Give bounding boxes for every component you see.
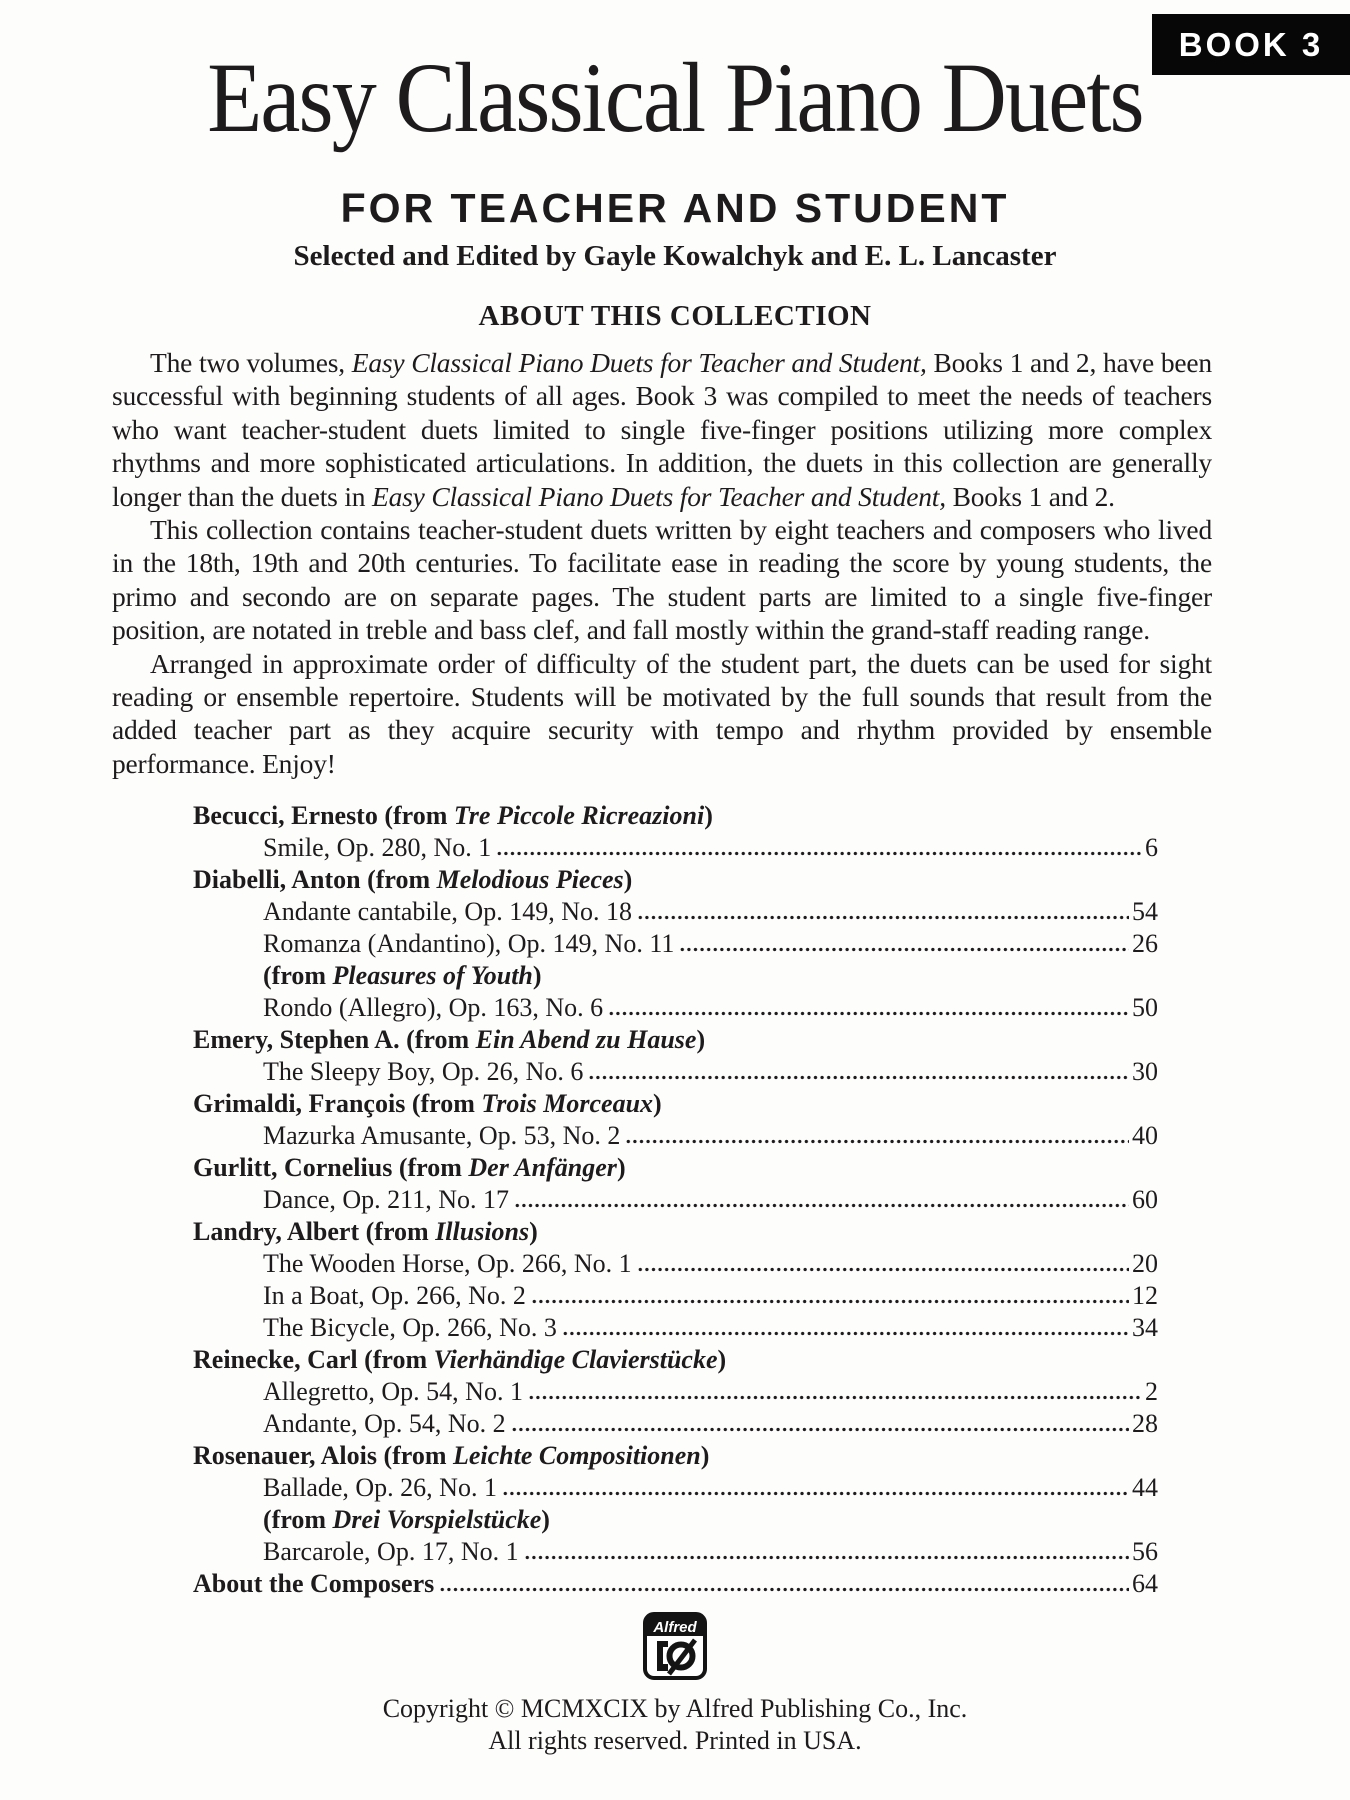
toc-composer-row	[193, 866, 1158, 893]
text-segment: (from	[263, 1505, 333, 1534]
dot-leader	[637, 1267, 1129, 1272]
toc-page-number: 50	[1132, 993, 1158, 1022]
text-segment: Tre Piccole Ricreazioni	[453, 801, 705, 830]
toc-entry-label	[263, 1282, 526, 1309]
text-segment: Der Anfänger	[468, 1153, 617, 1182]
text-segment: Romanza (Andantino), Op. 149, No. 11	[263, 929, 675, 958]
toc-entry-label	[193, 1570, 434, 1597]
text-segment: Pleasures of Youth	[332, 961, 533, 990]
toc-piece-row	[193, 1250, 1158, 1277]
text-segment: Easy Classical Piano Duets for Teacher and Student,	[372, 480, 946, 512]
toc-piece-row	[193, 1186, 1158, 1213]
text-segment: )	[623, 865, 633, 894]
toc-composer-row	[193, 1442, 1158, 1469]
text-segment: In a Boat, Op. 266, No. 2	[263, 1281, 526, 1310]
toc-entry-label	[263, 930, 674, 957]
toc-composer-row	[193, 1154, 1158, 1181]
toc-entry-label	[193, 1090, 662, 1117]
text-segment: Diabelli, Anton (from	[193, 865, 437, 894]
text-segment: Andante, Op. 54, No. 2	[263, 1409, 506, 1438]
text-segment: Becucci, Ernesto (from	[193, 801, 454, 830]
text-segment: Landry, Albert (from	[193, 1217, 436, 1246]
toc-entry-label	[263, 1474, 497, 1501]
toc-piece-row	[193, 1378, 1158, 1405]
toc-entry-label	[263, 1538, 519, 1565]
section-heading: ABOUT THIS COLLECTION	[478, 300, 872, 332]
dot-leader	[511, 1427, 1129, 1432]
toc-page-number: 40	[1132, 1121, 1158, 1150]
text-segment: )	[653, 1089, 662, 1118]
toc-entry-label	[263, 1506, 550, 1533]
toc-page-number: 20	[1132, 1249, 1158, 1278]
text-segment: )	[696, 1025, 706, 1054]
toc-piece-row	[193, 930, 1158, 957]
text-segment: Dance, Op. 211, No. 17	[263, 1185, 509, 1214]
text-segment: Drei Vorspielstücke	[332, 1505, 542, 1534]
toc-entry-label	[263, 1410, 506, 1437]
text-segment: Smile, Op. 280, No. 1	[263, 833, 492, 862]
text-segment: Grimaldi, François (from	[193, 1089, 482, 1118]
text-segment: )	[616, 1153, 626, 1182]
table-of-contents	[193, 797, 1158, 1597]
text-segment: About the Composers	[193, 1569, 435, 1598]
book-number-badge: BOOK 3	[1152, 14, 1350, 75]
dot-leader	[496, 851, 1142, 856]
text-segment: Gurlitt, Cornelius (from	[193, 1153, 469, 1182]
toc-piece-row	[193, 1122, 1158, 1149]
text-segment: Rondo (Allegro), Op. 163, No. 6	[263, 993, 604, 1022]
toc-piece-row	[193, 1538, 1158, 1565]
toc-entry-label	[263, 834, 491, 861]
about-text	[112, 346, 1212, 780]
dot-leader	[679, 947, 1129, 952]
toc-composer-row	[193, 802, 1158, 829]
text-segment: Books 1 and 2, have been successful with beginning students of all ages. Book 3 was compiled to meet the needs of teachers who want teacher-student duets limited to single five-finger positions utilizing more complex rhythms and more sophisticated articulations. In addition, the duets in this collection are generally longer than the duets in	[112, 347, 1212, 512]
byline: Selected and Edited by Gayle Kowalchyk and E. L. Lancaster	[293, 240, 1057, 272]
toc-composer-row	[193, 1090, 1158, 1117]
text-segment: Rosenauer, Alois (from	[193, 1441, 453, 1470]
toc-entry-label	[193, 866, 632, 893]
text-segment: Easy Classical Piano Duets for Teacher and Student,	[351, 347, 927, 378]
paragraph	[112, 513, 1212, 647]
dot-leader	[637, 915, 1129, 920]
toc-page-number: 2	[1145, 1377, 1158, 1406]
text-segment: Illusions	[435, 1217, 530, 1246]
toc-piece-row	[193, 834, 1158, 861]
rights-line: All rights reserved. Printed in USA.	[488, 1726, 862, 1755]
text-segment: )	[532, 961, 542, 990]
text-segment: Trois Morceaux	[481, 1089, 654, 1118]
dot-leader	[514, 1203, 1129, 1208]
dot-leader	[588, 1075, 1129, 1080]
alfred-clef-icon	[643, 1612, 707, 1680]
text-segment: )	[700, 1441, 710, 1470]
text-segment: Ballade, Op. 26, No. 1	[263, 1473, 497, 1502]
alfred-logo-text: Alfred	[653, 1619, 697, 1636]
text-segment: The Bicycle, Op. 266, No. 3	[263, 1313, 557, 1342]
text-segment: (from	[263, 961, 333, 990]
page-title: Easy Classical Piano Duets	[207, 42, 1143, 153]
text-segment: Andante cantabile, Op. 149, No. 18	[263, 897, 632, 926]
alfred-logo	[643, 1612, 707, 1685]
toc-page-number: 56	[1132, 1537, 1158, 1566]
toc-composer-row	[193, 1026, 1158, 1053]
toc-piece-row	[193, 1314, 1158, 1341]
dot-leader	[562, 1331, 1129, 1336]
toc-entry-label	[263, 1058, 583, 1085]
toc-composer-row	[193, 1218, 1158, 1245]
toc-entry-label	[263, 994, 603, 1021]
dot-leader	[439, 1587, 1129, 1592]
paragraph	[112, 346, 1212, 513]
toc-entry-label	[263, 1122, 620, 1149]
toc-page-number: 26	[1132, 929, 1158, 958]
toc-composer-row	[193, 1346, 1158, 1373]
toc-page-number: 6	[1145, 833, 1158, 862]
paragraph	[112, 647, 1212, 781]
toc-entry-label	[193, 1154, 626, 1181]
copyright-line: Copyright © MCMXCIX by Alfred Publishing Co., Inc.	[382, 1694, 968, 1723]
toc-page-number: 30	[1132, 1057, 1158, 1086]
toc-piece-row	[193, 1058, 1158, 1085]
text-segment: Vierhändige Clavierstücke	[433, 1345, 718, 1374]
text-segment: Ein Abend zu Hause	[475, 1025, 697, 1054]
toc-entry-label	[263, 1250, 632, 1277]
text-segment: Mazurka Amusante, Op. 53, No. 2	[263, 1121, 621, 1150]
dot-leader	[524, 1555, 1129, 1560]
toc-piece-row	[193, 1282, 1158, 1309]
text-segment: The two volumes,	[150, 347, 352, 378]
toc-entry-label	[193, 1346, 726, 1373]
toc-entry-label	[193, 1026, 705, 1053]
toc-piece-row	[193, 1410, 1158, 1437]
toc-entry-label	[263, 1314, 557, 1341]
toc-page-number: 44	[1132, 1473, 1158, 1502]
footer	[0, 1612, 1350, 1757]
text-segment: )	[529, 1217, 538, 1246]
toc-page-number: 64	[1132, 1569, 1158, 1598]
dot-leader	[528, 1395, 1142, 1400]
toc-page-number: 12	[1132, 1281, 1158, 1310]
text-segment: Reinecke, Carl (from	[193, 1345, 434, 1374]
toc-page-number: 60	[1132, 1185, 1158, 1214]
text-segment: This collection contains teacher-student duets written by eight teachers and composers who lived in the 18th, 19th and 20th centuries. To facilitate ease in reading the score by young students, the primo and secondo are on separate pages. The student parts are limited to a single five-finger position, are notated in treble and bass clef, and fall mostly within the grand-staff reading range.	[112, 514, 1212, 646]
dot-leader	[608, 1011, 1129, 1016]
text-segment: Arranged in approximate order of difficulty of the student part, the duets can be used for sight reading or ensemble repertoire. Students will be motivated by the full sounds that result from the added teacher part as they acquire security with tempo and rhythm provided by ensemble performance. Enjoy!	[112, 647, 1212, 779]
text-segment: Barcarole, Op. 17, No. 1	[263, 1537, 519, 1566]
dot-leader	[625, 1139, 1129, 1144]
text-segment: Leichte Compositionen	[453, 1441, 701, 1470]
text-segment: Melodious Pieces	[436, 865, 624, 894]
toc-entry-label	[263, 1186, 509, 1213]
text-segment: )	[704, 801, 713, 830]
toc-composer-row	[193, 1570, 1158, 1597]
toc-entry-label	[263, 962, 542, 989]
toc-piece-row	[193, 1506, 1158, 1533]
text-segment: The Wooden Horse, Op. 266, No. 1	[263, 1249, 632, 1278]
text-segment: Emery, Stephen A. (from	[193, 1025, 476, 1054]
text-segment: The Sleepy Boy, Op. 26, No. 6	[263, 1057, 584, 1086]
text-segment: Allegretto, Op. 54, No. 1	[263, 1377, 523, 1406]
text-segment: Books 1 and 2.	[945, 480, 1115, 512]
toc-piece-row	[193, 994, 1158, 1021]
toc-page-number: 28	[1132, 1409, 1158, 1438]
toc-entry-label	[193, 802, 713, 829]
toc-entry-label	[193, 1218, 538, 1245]
toc-page-number: 54	[1132, 897, 1158, 926]
dot-leader	[502, 1491, 1129, 1496]
dot-leader	[531, 1299, 1129, 1304]
text-segment: )	[717, 1345, 727, 1374]
toc-piece-row	[193, 962, 1158, 989]
toc-piece-row	[193, 898, 1158, 925]
toc-piece-row	[193, 1474, 1158, 1501]
toc-page-number: 34	[1132, 1313, 1158, 1342]
text-segment: )	[541, 1505, 550, 1534]
toc-entry-label	[263, 1378, 523, 1405]
toc-entry-label	[263, 898, 632, 925]
toc-entry-label	[193, 1442, 709, 1469]
subtitle: FOR TEACHER AND STUDENT	[340, 185, 1010, 231]
